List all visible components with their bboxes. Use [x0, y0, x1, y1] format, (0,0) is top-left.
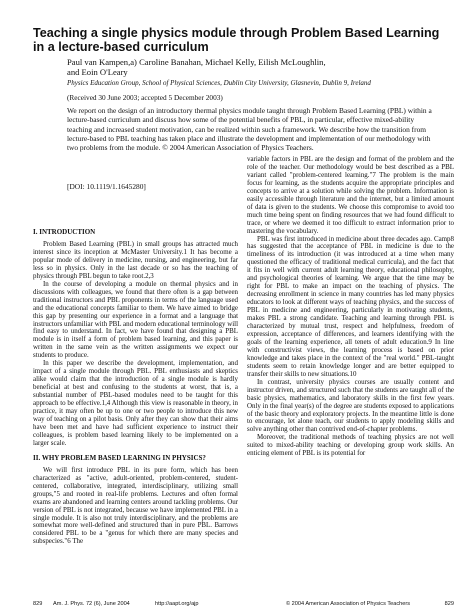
section-heading-introduction: I. INTRODUCTION — [33, 228, 96, 236]
authors-line-2: and Eoin O'Leary — [67, 67, 128, 77]
left-column — [33, 222, 238, 546]
abstract-copyright: © 2004 American Association of Physics Teachers. — [162, 143, 314, 153]
body-paragraph: In the course of developing a module on thermal physics and in discussions with colleagues, we found that there often is a gap between traditional instructors and PBL proponents in terms of the language used and the educational concepts familiar to them. We have aimed to bridge this gap by presenting our experience in a format and a language that instructors unfamiliar with PBL and modern educational terminology will find easy to understand. In fact, we have found that designing a PBL module is in itself a form of problem based learning, and this paper is written in the same vein as the written assignments we expect our students to produce. — [33, 279, 238, 360]
footer-page-number-left: 829 — [33, 601, 43, 607]
body-paragraph: In contrast, university physics courses are usually content and instructor driven, and structured such that the students are taught all of the basic physics, mathematics, and laboratory skills in the first few years. Only in the final year(s) of the degree are students exposed to applications of the basic theory and exploratory projects. In the meantime little is done to encourage, let alone teach, our students to apply modeling skills and solve anything other than contrived end-of-chapter problems. — [247, 377, 454, 434]
section-heading-why-pbl: II. WHY PROBLEM BASED LEARNING IN PHYSICS? — [33, 453, 206, 462]
body-paragraph: In this paper we describe the development, implementation, and impact of a single module through PBL. PBL enthusiasts and skeptics alike would claim that the introduction of a single module is hardly beneficial at best and confusing to the students at worst, that is, a substantial number of PBL-based modules need to be taught for this approach to be effective.1,4 Although this view is reasonable in theory, in practice, it may often be up to one or two people to introduce this new way of teaching on a pilot basis. Only after they can show that their aims have been met and have had sufficient experience to instruct their colleagues, is problem based learning likely to be implemented on a larger scale. — [33, 359, 238, 447]
received-dates: (Received 30 June 2003; accepted 5 December 2003) — [67, 93, 223, 102]
author-list — [67, 57, 447, 77]
page-footer — [33, 600, 454, 609]
authors-line-1: Paul van Kampen,a) Caroline Banahan, Michael Kelly, Eilish McLoughlin, — [67, 57, 326, 67]
abstract-text: We report on the design of an introductory thermal physics module taught through Problem Based Learning (PBL) within a lecture-based curriculum and discuss how some of the potential benefits of PBL, in particular, effective mixed-ability teaching and increased student motivation, can be realized within such a framework. We describe how the transition from lecture-based to PBL teaching has taken place and illustrate the development and implementation of our methodology with two problems from the module. — [67, 106, 432, 153]
abstract — [67, 106, 437, 153]
body-paragraph: We will first introduce PBL in its pure form, which has been characterized as "active, adult-oriented, problem-centered, student-centered, collaborative, integrated, interdisciplinary, utilizing small groups,"5 and rooted in real-life problems. Lectures and often formal exams are abandoned and learning centers around tackling problems. Our version of PBL is not integrated, because we have implemented PBL in a single module. It is also not truly interdisciplinary, and the problems are somewhat more well-defined and structured than in pure PBL. Barrows considered PBL to be a "genus for which there are many species and subspecies."6 The — [33, 465, 238, 546]
affiliation: Physics Education Group, School of Physical Sciences, Dublin City University, Glasnevin, Dublin 9, Ireland — [67, 79, 371, 87]
footer-journal-citation: Am. J. Phys. 72 (6), June 2004 — [53, 601, 130, 607]
paper-title: Teaching a single physics module through Problem Based Learning in a lecture-based curriculum — [33, 26, 440, 54]
right-column — [247, 156, 454, 458]
body-paragraph: PBL was first introduced in medicine about three decades ago. Camp8 has suggested that the acceptance of PBL in medicine is due to the timeliness of its introduction (it was introduced at a time when many questioned the efficacy of traditional medical curricula), and the fact that it fits in well with current adult learning theory, educational philosophy, and psychological theories of learning. We argue that the time may be right for PBL to make an impact on the teaching of physics. The decreasing enrollment in science in many countries has led many physics educators to look at different ways of teaching physics, and the success of PBL in medicine and engineering, particularly in motivating students, makes PBL a strong candidate. Teaching and learning through PBL is characterized by mutual trust, respect and helpfulness, freedom of expression, acceptance of differences, and learners identifying with the goals of the learning experience, all tenets of adult education.9 In line with constructivist views, the learning process is based on prior knowledge and takes place in the context of the "real world." PBL-taught students seem to retain knowledge longer and are better equipped to transfer their skills to new situations.10 — [247, 234, 454, 378]
footer-copyright: © 2004 American Association of Physics Teachers — [286, 601, 411, 607]
body-paragraph: Moreover, the traditional methods of teaching physics are not well suited to mixed-ability teaching or developing group work skills. An enticing element of PBL is its potential for — [247, 433, 454, 458]
footer-journal-url[interactable]: http://aapt.org/ajp — [155, 601, 199, 607]
doi: [DOI: 10.1119/1.1645280] — [67, 182, 146, 191]
footer-page-number-right: 829 — [444, 601, 454, 607]
body-paragraph: Problem Based Learning (PBL) in small groups has attracted much interest since its inception at McMaster University.1 It has become a popular mode of delivery in medicine, nursing, and engineering, but far less so in physics. Only in the last decade or so has the teaching of physics through PBL begun to take root.2,3 — [33, 240, 238, 280]
body-paragraph: variable factors in PBL are the design and format of the problem and the role of the teacher. Our methodology would be best described as a PBL variant called "problem-centered learning."7 The problem is the main focus for learning, as the students acquire the appropriate principles and concepts to arrive at a solution while solving the problem. Information is easily accessible through literature and the internet, but a limited amount of data is given to the students. We choose this compromise to avoid too much time being spent on finding resources that we had found difficult to trace, or where we deemed it too difficult to extract information prior to mastering the vocabulary. — [247, 155, 454, 235]
